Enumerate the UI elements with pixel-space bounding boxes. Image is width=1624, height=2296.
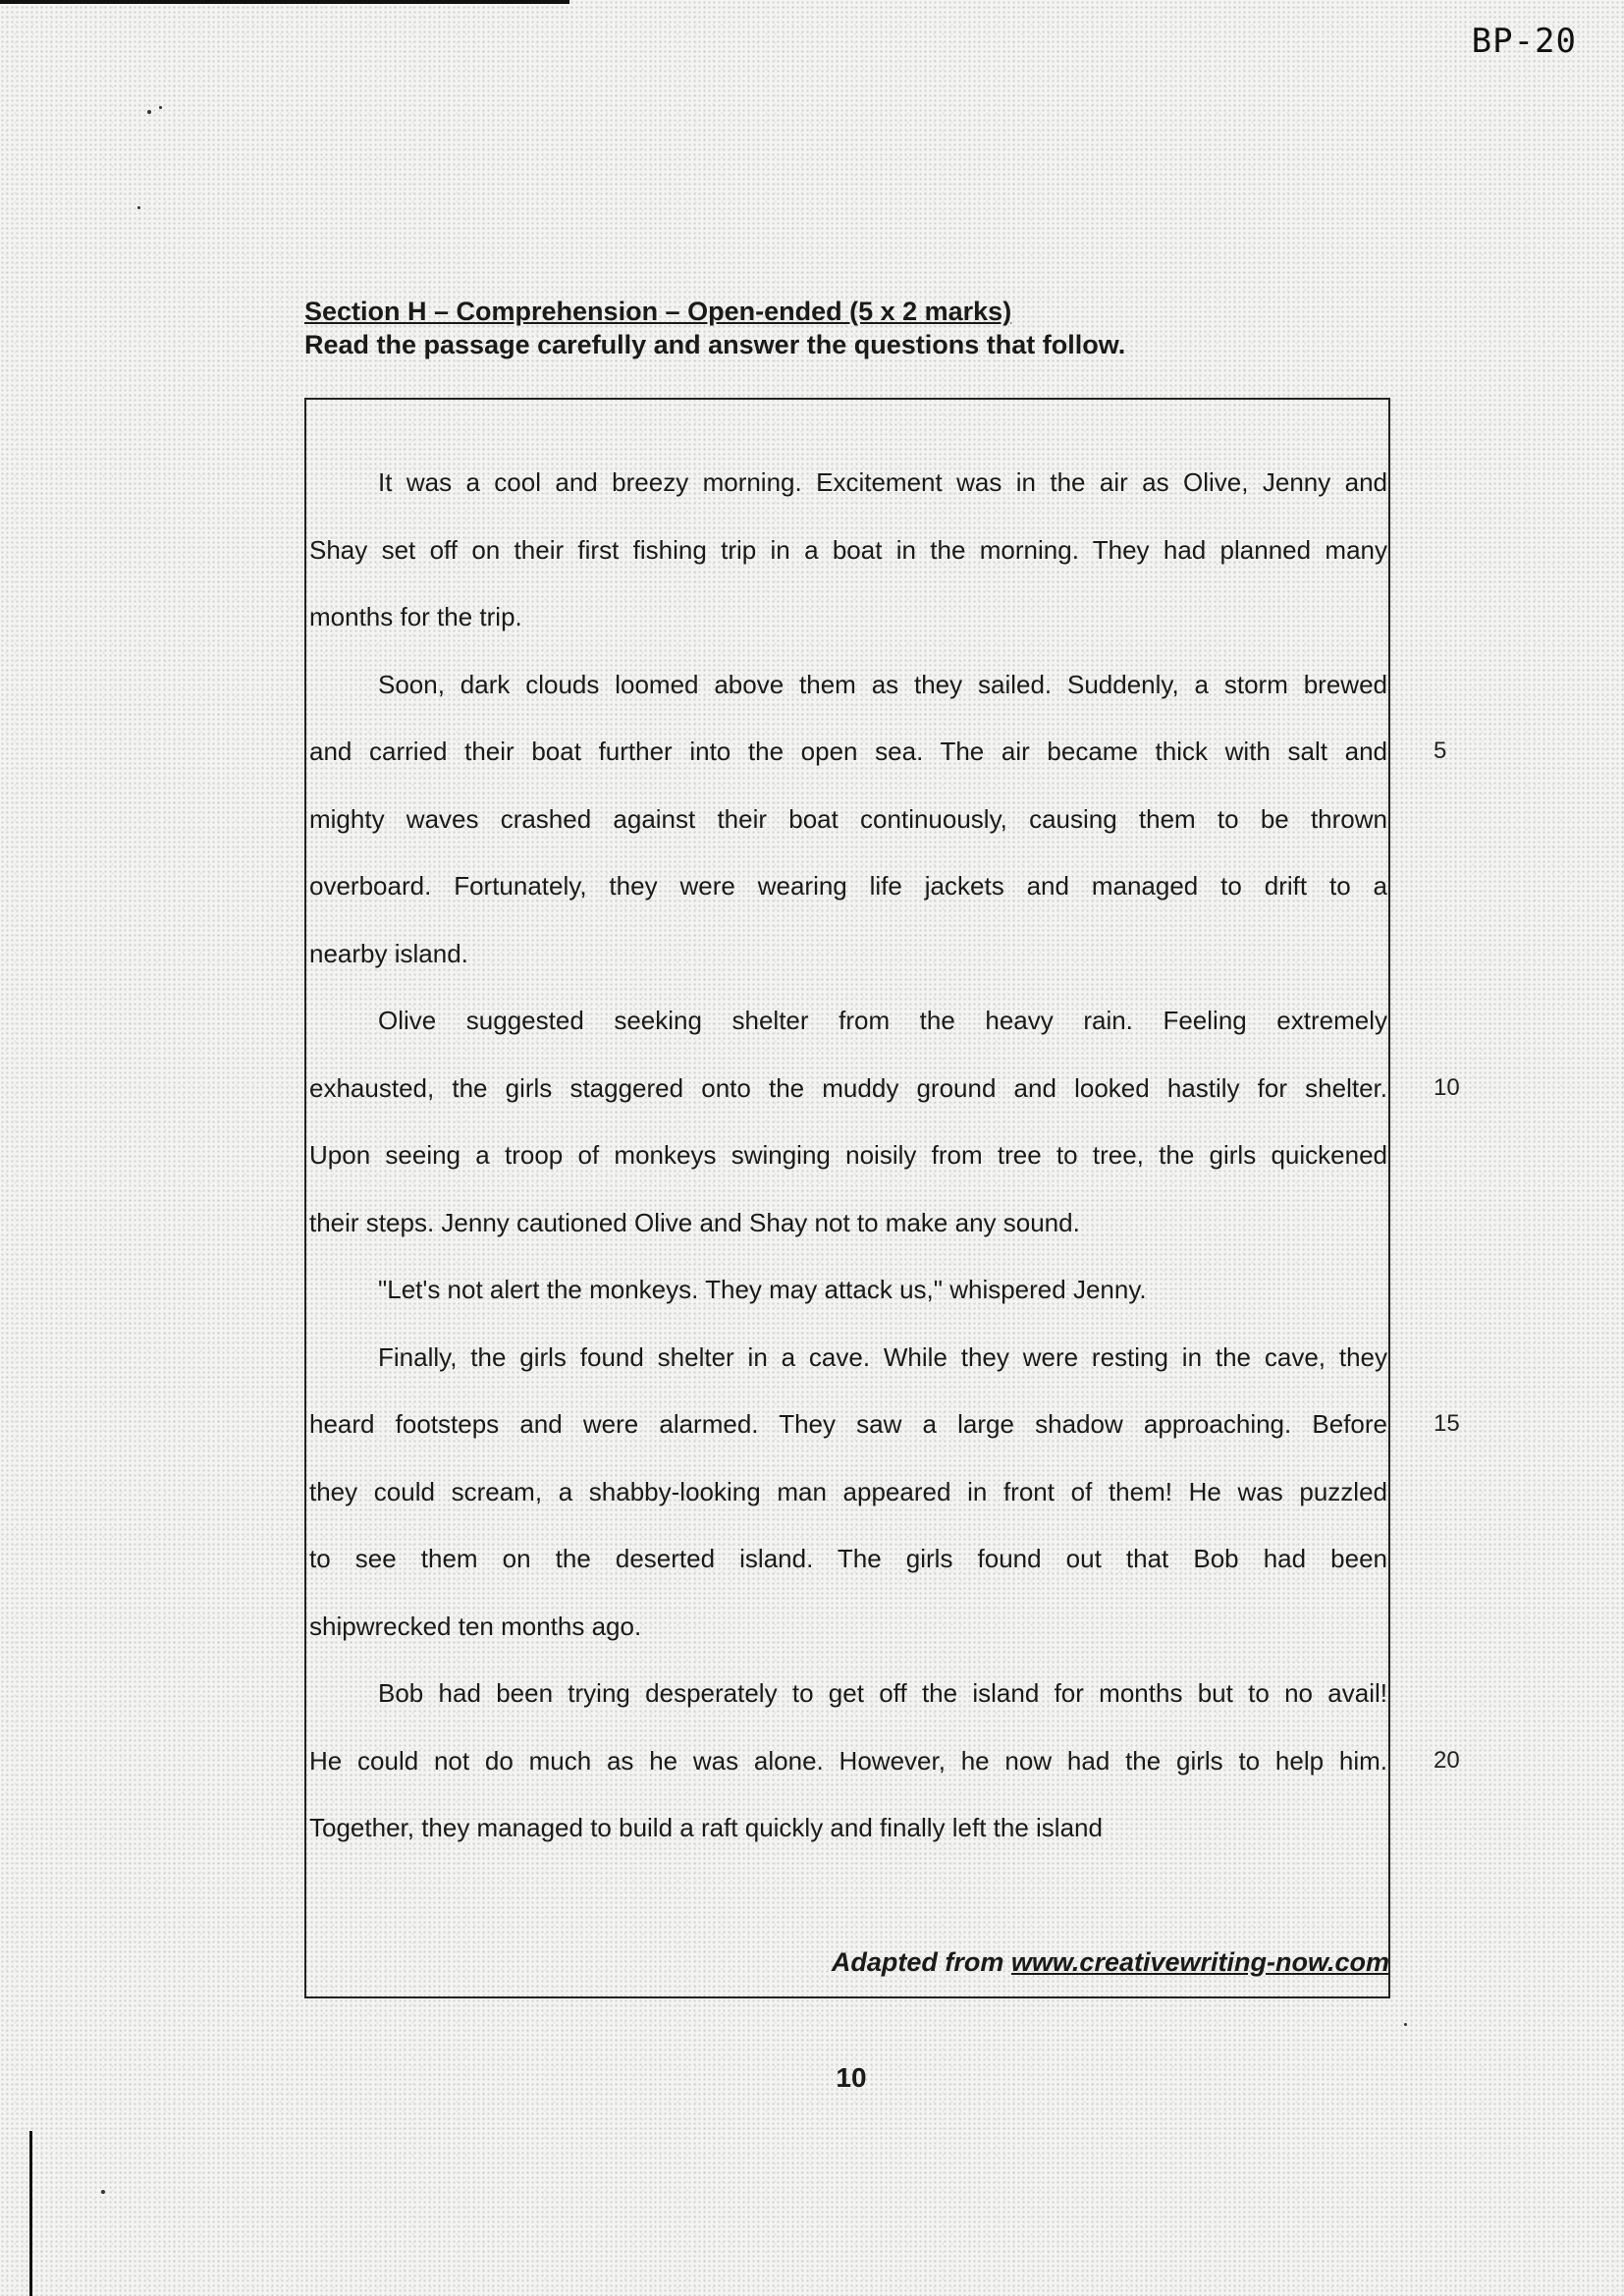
- passage-line: [309, 1001, 1389, 1068]
- passage-line-text: to see them on the deserted island. The girls found out that Bob had been: [309, 1544, 1387, 1573]
- passage-line-text: and carried their boat further into the open sea. The air became thick with salt and: [309, 737, 1387, 766]
- source-link[interactable]: www.creativewriting-now.com: [1010, 1947, 1389, 1977]
- passage-line: [309, 1338, 1389, 1405]
- page-number: 10: [836, 2062, 867, 2093]
- passage-line: [309, 463, 1389, 530]
- scan-speck: [159, 106, 162, 109]
- passage-line: [309, 732, 1447, 799]
- passage-line: [309, 1068, 1460, 1136]
- passage-line: [309, 1539, 1389, 1607]
- page-code: BP-20: [1471, 22, 1577, 61]
- scan-speck: [1404, 2023, 1407, 2026]
- passage-line: [309, 1472, 1389, 1540]
- passage-line-text: overboard. Fortunately, they were wearing life jackets and managed to drift to a: [309, 871, 1387, 901]
- passage-line-text: nearby island.: [309, 938, 468, 968]
- line-number: 20: [1434, 1746, 1460, 1774]
- passage-line-text: heard footsteps and were alarmed. They saw a large shadow approaching. Before: [309, 1409, 1387, 1439]
- scan-speck: [137, 206, 140, 209]
- passage-line: [309, 665, 1389, 733]
- passage-line-text: they could scream, a shabby-looking man appeared in front of them! He was puzzled: [309, 1476, 1387, 1506]
- source-attribution: [702, 1942, 1389, 1982]
- passage-line-text: It was a cool and breezy morning. Excitement was in the air as Olive, Jenny and: [378, 467, 1387, 497]
- scan-speck: [101, 2190, 105, 2194]
- passage-line-text: Bob had been trying desperately to get off the island for months but to no avail!: [378, 1678, 1387, 1708]
- page-top-rule: [0, 0, 569, 4]
- passage-line-text: exhausted, the girls staggered onto the muddy ground and looked hastily for shelter.: [309, 1072, 1387, 1103]
- scan-speck: [147, 110, 151, 114]
- passage-line-text: Shay set off on their first fishing trip in a boat in the morning. They had planned many: [309, 534, 1387, 565]
- passage-line: [309, 597, 1389, 665]
- passage-line: [309, 530, 1389, 598]
- section-header: [304, 295, 1384, 361]
- passage-line: [309, 1404, 1460, 1472]
- passage-line-text: Upon seeing a troop of monkeys swinging noisily from tree to tree, the girls quickened: [309, 1140, 1387, 1170]
- page-margin-rule: [29, 2131, 32, 2296]
- passage-line-text: mighty waves crashed against their boat continuously, causing them to be thrown: [309, 803, 1387, 834]
- line-number: 15: [1434, 1410, 1460, 1437]
- line-number: 5: [1434, 738, 1447, 764]
- source-row: [309, 1942, 1389, 2010]
- passage-line-text: their steps. Jenny cautioned Olive and Shay not to make any sound.: [309, 1207, 1080, 1237]
- passage-line: [309, 1673, 1389, 1741]
- passage-line: [309, 934, 1389, 1002]
- passage-line: [309, 1808, 1389, 1876]
- passage-line: [309, 1607, 1389, 1674]
- passage-line-text: Olive suggested seeking shelter from the heavy rain. Feeling extremely: [378, 1006, 1387, 1035]
- passage-line-text: Together, they managed to build a raft quickly and finally left the island: [309, 1813, 1103, 1842]
- passage-line: [309, 1741, 1460, 1809]
- passage-line-text: Finally, the girls found shelter in a cave. While they were resting in the cave, they: [378, 1341, 1387, 1372]
- passage-line-text: Soon, dark clouds loomed above them as they sailed. Suddenly, a storm brewed: [378, 669, 1387, 699]
- passage-line: [309, 1203, 1389, 1271]
- passage-line-text: shipwrecked ten months ago.: [309, 1611, 642, 1641]
- passage-text: [309, 463, 1460, 2010]
- passage-line: [309, 866, 1389, 934]
- passage-spacer: [309, 1876, 1389, 1943]
- passage-line-text: He could not do much as he was alone. However, he now had the girls to help him.: [309, 1745, 1387, 1776]
- passage-line-text: "Let's not alert the monkeys. They may attack us," whispered Jenny.: [378, 1275, 1147, 1304]
- passage-line-text: months for the trip.: [309, 602, 522, 631]
- passage-line: [309, 1270, 1389, 1338]
- passage-line: [309, 1135, 1389, 1203]
- section-title: Section H – Comprehension – Open-ended (5 x 2 marks): [304, 297, 1012, 326]
- passage-line: [309, 799, 1389, 867]
- section-instruction: Read the passage carefully and answer the questions that follow.: [304, 330, 1126, 359]
- source-label: Adapted from: [831, 1947, 1004, 1977]
- line-number: 10: [1434, 1073, 1460, 1101]
